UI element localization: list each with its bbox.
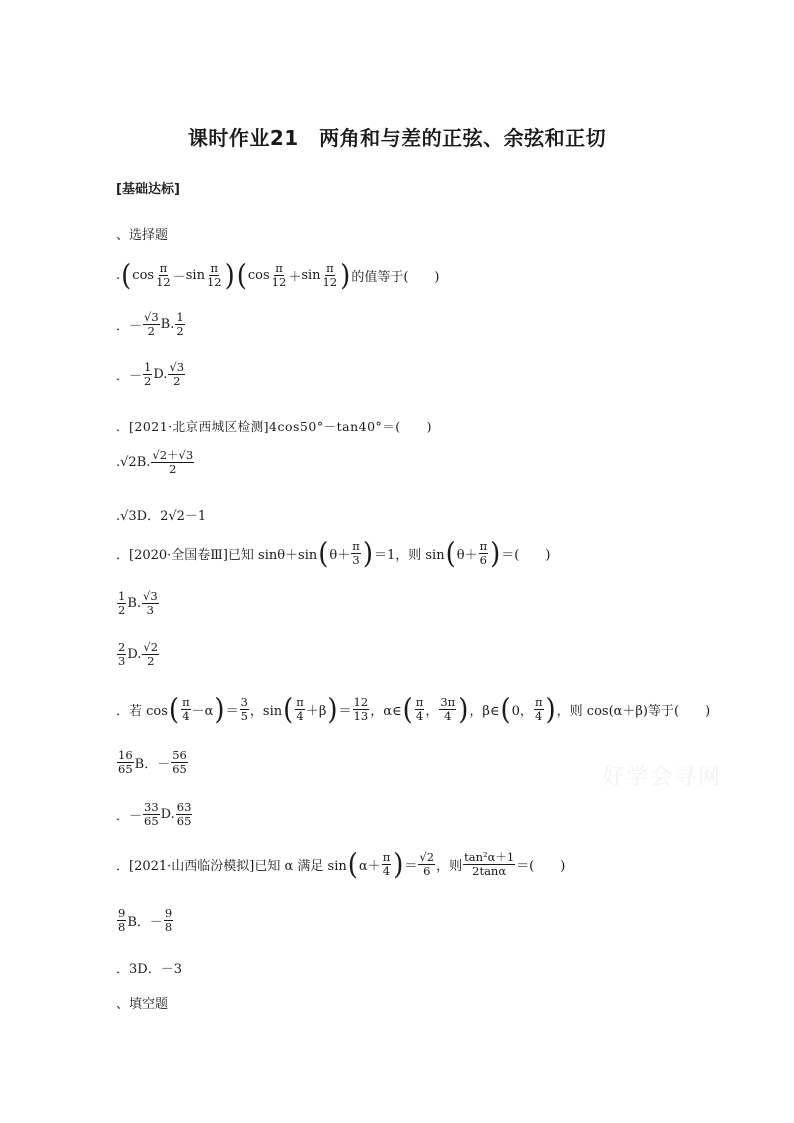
q4-text: －α xyxy=(191,704,214,720)
fraction: $\frac{√2}{6}$ xyxy=(419,850,435,879)
fraction: $\frac{33}{65}$ xyxy=(144,800,159,829)
q1-sin: sin xyxy=(185,268,205,284)
paren-close: ) xyxy=(545,693,556,727)
q3-tail: ＝( ) xyxy=(501,548,551,564)
page-title: 课时作业21 两角和与差的正弦、余弦和正切 xyxy=(187,126,607,150)
q1-plus: ＋ xyxy=(288,270,302,286)
q1-options-ab xyxy=(116,311,186,338)
fraction: $\frac{√2+√3}{2}$ xyxy=(152,448,194,477)
paren-open: ( xyxy=(121,259,132,293)
fraction: $\frac{\pi}{4}$ xyxy=(182,695,190,724)
q2-options-cd: .√3D．2√2－1 xyxy=(116,509,207,524)
question-2: ．[2021·北京西城区检测]4cos50°－tan40°＝( ) xyxy=(116,419,433,434)
option-d-label: D. xyxy=(153,367,168,383)
option-b-label: B．－ xyxy=(127,915,163,931)
paren-close: ) xyxy=(214,693,225,727)
fraction: $\frac{√3}{2}$ xyxy=(144,310,159,339)
fraction: $\frac{\pi}{4}$ xyxy=(382,850,391,879)
q4-options-ab xyxy=(116,749,189,776)
q3-options-ab xyxy=(116,590,160,617)
paren-close: ) xyxy=(327,693,338,727)
fraction: $\frac{9}{8}$ xyxy=(164,906,173,935)
q1-tail: 的值等于( ) xyxy=(351,270,440,286)
question-3 xyxy=(116,537,551,571)
q5-tail: ＝( ) xyxy=(516,859,566,875)
section-fill: 、填空题 xyxy=(116,997,169,1012)
q1-options-cd xyxy=(116,361,186,388)
q4-text: ，β∈ xyxy=(469,704,500,720)
paren-open: ( xyxy=(168,693,180,727)
option-d-label: D. xyxy=(160,807,175,823)
paren-close: ) xyxy=(393,848,404,882)
fraction: $\frac{1}{2}$ xyxy=(118,589,126,618)
q5-text: ．[2021·山西临汾模拟]已知 α 满足 sin xyxy=(116,859,347,875)
paren-close: ) xyxy=(490,537,501,571)
fraction: $\frac{2}{3}$ xyxy=(118,640,126,669)
q5-text: ，则 xyxy=(436,859,463,875)
fraction: $\frac{1}{2}$ xyxy=(144,360,152,389)
fraction: $\frac{\pi}{6}$ xyxy=(479,539,488,568)
fraction: $\frac{√3}{2}$ xyxy=(169,360,185,389)
option-c-label: ．－ xyxy=(116,809,143,825)
q3-theta: θ＋ xyxy=(456,548,478,564)
q1-lead: . xyxy=(116,268,121,284)
section-choice: 、选择题 xyxy=(116,228,169,243)
q4-eq: ＝ xyxy=(338,704,352,720)
option-b-label: B．－ xyxy=(134,757,171,773)
fraction: $\frac{12}{13}$ xyxy=(353,695,369,724)
fraction: $\frac{\text{tan²α＋1}}{2\tan\alpha}$ xyxy=(464,850,515,879)
paren-open: ( xyxy=(347,848,358,882)
option-b-label: B. xyxy=(127,596,142,612)
q5-options-ab xyxy=(116,907,174,934)
q4-tail: ，则 cos(α＋β)等于( ) xyxy=(556,704,711,720)
q1-cos: cos xyxy=(132,268,155,284)
paren-open: ( xyxy=(236,259,247,293)
paren-close: ) xyxy=(362,537,373,571)
q4-options-cd xyxy=(116,801,193,828)
fraction: $\frac{56}{65}$ xyxy=(172,748,187,777)
fraction: $\frac{16}{65}$ xyxy=(118,748,133,777)
q1-minus: － xyxy=(172,270,186,286)
paren-open: ( xyxy=(445,537,456,571)
paren-open: ( xyxy=(283,693,294,727)
option-a-label: ．－ xyxy=(116,319,143,335)
paren-open: ( xyxy=(318,537,329,571)
fraction: $\frac{\pi}{12}$ xyxy=(156,261,171,290)
fraction: $\frac{\pi}{4}$ xyxy=(296,695,304,724)
q5-options-cd: ．3D．－3 xyxy=(116,962,182,977)
question-5 xyxy=(116,848,566,882)
fraction: $\frac{\pi}{12}$ xyxy=(322,261,338,290)
question-4: ．若 cos ( $\frac{\pi}{4}$ －α ) ＝ $\frac{3}{5}$ ，sin ( $\frac{\pi}{4}$ ＋β ) ＝ $\frac{12}{13}$ ，α∈ ( $\frac{\pi}{4}$ ， $\frac{3\pi}{4}$ ) ，β∈ ( 0， $\frac{\pi}{4}$ ) ，则 cos(α＋β)等于( ) xyxy=(116,693,711,727)
q1-sin: sin xyxy=(301,268,321,284)
fraction: $\frac{1}{2}$ xyxy=(176,310,184,339)
q4-text: ，α∈ xyxy=(370,704,402,720)
q3-options-cd xyxy=(116,641,160,668)
q3-text: ＝1，则 sin xyxy=(373,548,445,564)
option-c-label: ．－ xyxy=(116,369,143,385)
fraction: $\frac{3}{5}$ xyxy=(240,695,248,724)
option-b-label: B. xyxy=(136,455,151,471)
fraction: $\frac{9}{8}$ xyxy=(118,906,126,935)
q2-options-ab xyxy=(116,449,195,476)
paren-close: ) xyxy=(224,259,235,293)
q1-cos: cos xyxy=(247,268,270,284)
paren-open: ( xyxy=(500,693,511,727)
q5-text: α＋ xyxy=(358,859,381,875)
q5-eq: ＝ xyxy=(404,859,418,875)
q4-eq: ＝ xyxy=(225,704,239,720)
fraction: $\frac{3\pi}{4}$ xyxy=(440,695,456,724)
fraction: $\frac{√3}{3}$ xyxy=(143,589,158,618)
q4-text: ＋β xyxy=(305,704,327,720)
q4-text: ．若 cos xyxy=(116,704,168,720)
option-b-label: B. xyxy=(160,317,175,333)
paren-close: ) xyxy=(340,259,351,293)
section-basic: [基础达标] xyxy=(116,182,180,197)
question-1 xyxy=(116,259,440,293)
q4-text: ，sin xyxy=(249,704,283,720)
fraction: $\frac{\pi}{12}$ xyxy=(206,261,222,290)
fraction: $\frac{63}{65}$ xyxy=(176,800,192,829)
watermark: 好学会寻网 xyxy=(602,765,723,790)
q4-text: 0， xyxy=(511,704,533,720)
fraction: $\frac{\pi}{4}$ xyxy=(415,695,424,724)
q3-theta: θ＋ xyxy=(329,548,351,564)
fraction: $\frac{\pi}{3}$ xyxy=(352,539,360,568)
option-d-label: D. xyxy=(127,647,142,663)
fraction: $\frac{√2}{2}$ xyxy=(143,640,159,669)
option-a: .√2 xyxy=(116,455,137,471)
q3-text: ．[2020·全国卷Ⅲ]已知 sinθ＋sin xyxy=(116,548,318,564)
fraction: $\frac{\pi}{12}$ xyxy=(271,261,287,290)
fraction: $\frac{\pi}{4}$ xyxy=(534,695,543,724)
paren-open: ( xyxy=(402,693,413,727)
paren-close: ) xyxy=(458,693,469,727)
